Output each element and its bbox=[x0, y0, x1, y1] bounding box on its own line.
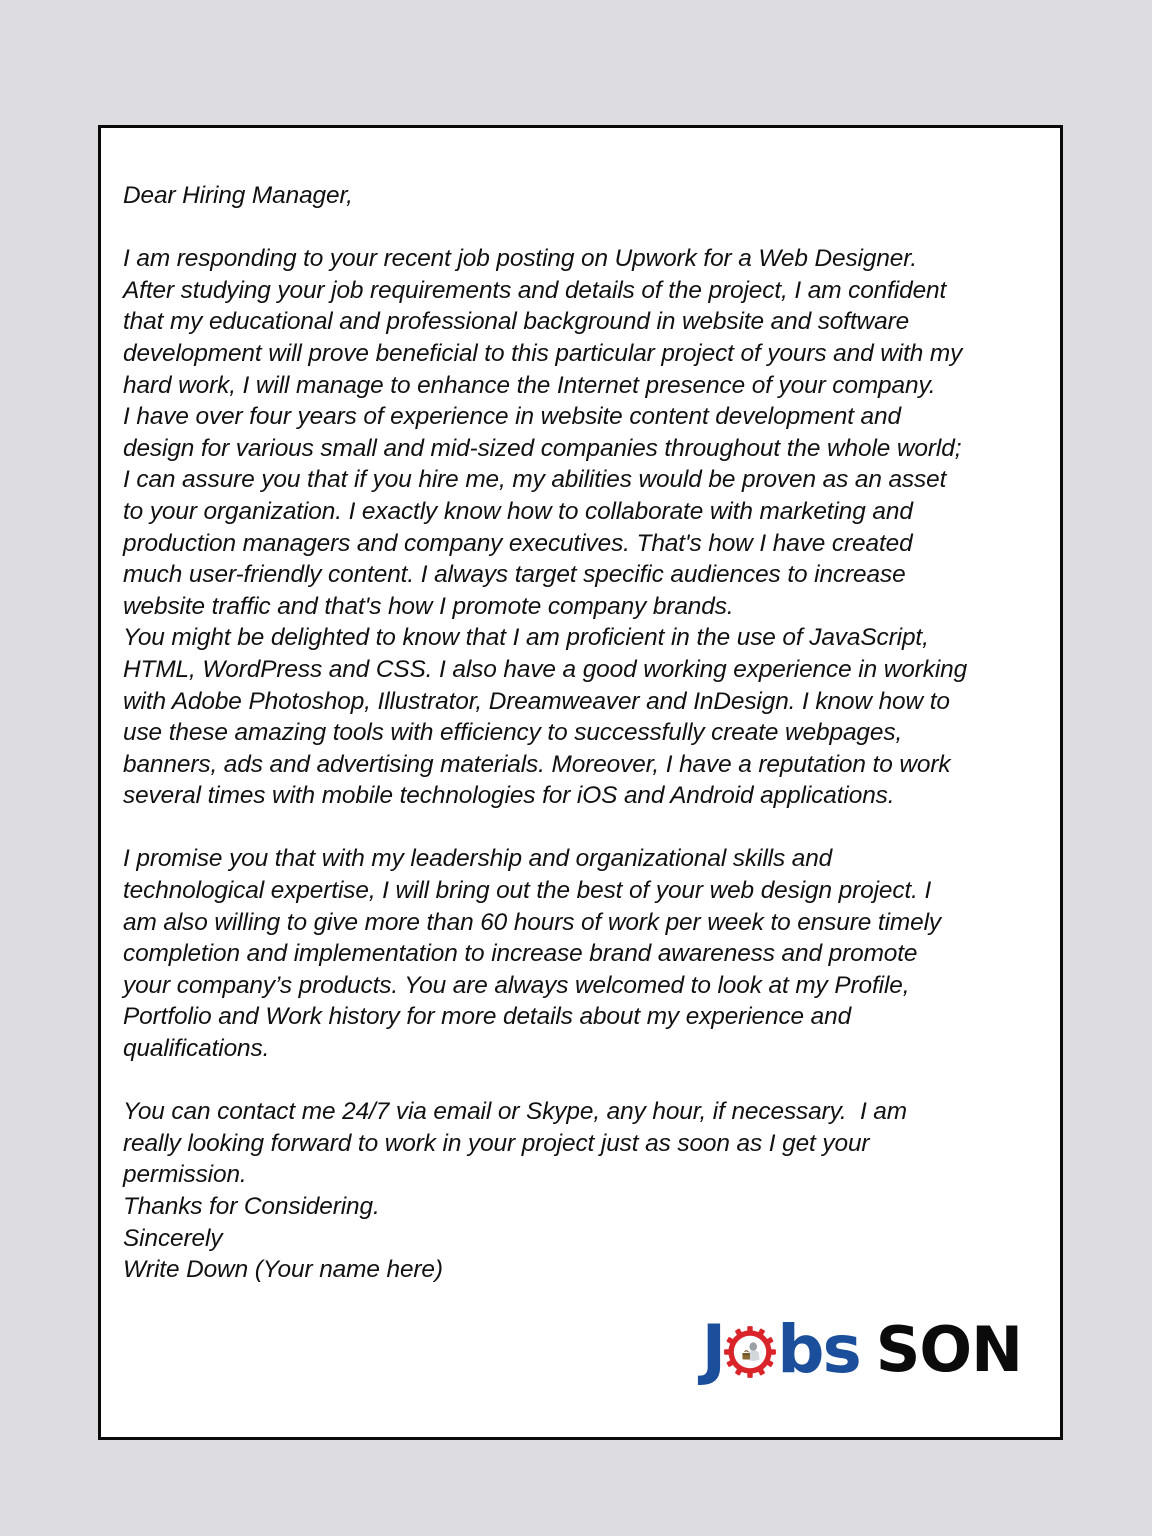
letter-line: I am responding to your recent job posting on Upwork for a Web Designer. bbox=[123, 245, 918, 273]
logo-letters-bs: bs bbox=[777, 1311, 860, 1388]
letter-page bbox=[98, 125, 1063, 1440]
letter-line: qualifications. bbox=[123, 1035, 270, 1063]
letter-line: I can assure you that if you hire me, my abilities would be proven as an asset bbox=[123, 466, 947, 494]
logo-wordmark-secondary: SON bbox=[875, 1313, 1022, 1386]
letter-line: Thanks for Considering. bbox=[123, 1193, 380, 1220]
logo-wordmark-primary bbox=[701, 1311, 860, 1388]
letter-line: really looking forward to work in your project just as soon as I get your bbox=[123, 1129, 870, 1157]
body-promise-block bbox=[123, 843, 1040, 1064]
letter-line: to your organization. I exactly know how to collaborate with marketing and bbox=[123, 497, 913, 525]
logo-row bbox=[101, 1311, 1022, 1389]
letter-content bbox=[123, 180, 1040, 1286]
letter-line: Dear Hiring Manager, bbox=[123, 182, 353, 209]
logo-letter-j: J bbox=[701, 1311, 725, 1388]
letter-line: much user-friendly content. I always target specific audiences to increase bbox=[123, 561, 906, 589]
signature-name-placeholder: Write Down (Your name here) bbox=[123, 1256, 443, 1284]
letter-line: HTML, WordPress and CSS. I also have a good working experience in working bbox=[123, 655, 968, 683]
letter-line: that my educational and professional background in website and software bbox=[123, 308, 910, 336]
letter-line: am also willing to give more than 60 hours of work per week to ensure timely bbox=[123, 908, 942, 936]
letter-line: permission. bbox=[123, 1161, 247, 1189]
letter-line: hard work, I will manage to enhance the Internet presence of your company. bbox=[123, 371, 936, 399]
letter-line: technological expertise, I will bring out the best of your web design project. I bbox=[123, 877, 932, 905]
letter-line: You can contact me 24/7 via email or Skype, any hour, if necessary. I am bbox=[123, 1098, 907, 1126]
body-closing-block bbox=[123, 1096, 1040, 1286]
letter-line: several times with mobile technologies for iOS and Android applications. bbox=[123, 782, 895, 810]
letter-line: I have over four years of experience in website content development and bbox=[123, 403, 901, 431]
jobsson-logo bbox=[702, 1311, 1022, 1389]
gear-icon bbox=[723, 1325, 777, 1379]
letter-line: production managers and company executives. That's how I have created bbox=[123, 529, 913, 557]
letter-line: design for various small and mid-sized companies throughout the whole world; bbox=[123, 434, 962, 462]
letter-line: with Adobe Photoshop, Illustrator, Dreamweaver and InDesign. I know how to bbox=[123, 687, 950, 715]
letter-line: I promise you that with my leadership and organizational skills and bbox=[123, 845, 833, 873]
signature-closing: Sincerely bbox=[123, 1224, 223, 1252]
paragraph-gap bbox=[123, 812, 1040, 844]
letter-line: You might be delighted to know that I am proficient in the use of JavaScript, bbox=[123, 624, 929, 652]
letter-line: Portfolio and Work history for more details about my experience and bbox=[123, 1003, 852, 1031]
letter-line: After studying your job requirements and details of the project, I am confident bbox=[123, 276, 947, 304]
letter-line: development will prove beneficial to this particular project of yours and with my bbox=[123, 339, 963, 367]
letter-line: banners, ads and advertising materials. Moreover, I have a reputation to work bbox=[123, 750, 951, 778]
paragraph-gap bbox=[123, 212, 1040, 244]
body-main-block bbox=[123, 243, 1040, 812]
paragraph-gap bbox=[123, 1065, 1040, 1097]
letter-line: completion and implementation to increase brand awareness and promote bbox=[123, 940, 918, 968]
letter-line: your company’s products. You are always welcomed to look at my Profile, bbox=[123, 971, 910, 999]
letter-line: use these amazing tools with efficiency to successfully create webpages, bbox=[123, 719, 903, 747]
letter-line: website traffic and that's how I promote company brands. bbox=[123, 592, 734, 620]
salutation-block bbox=[123, 180, 1040, 212]
